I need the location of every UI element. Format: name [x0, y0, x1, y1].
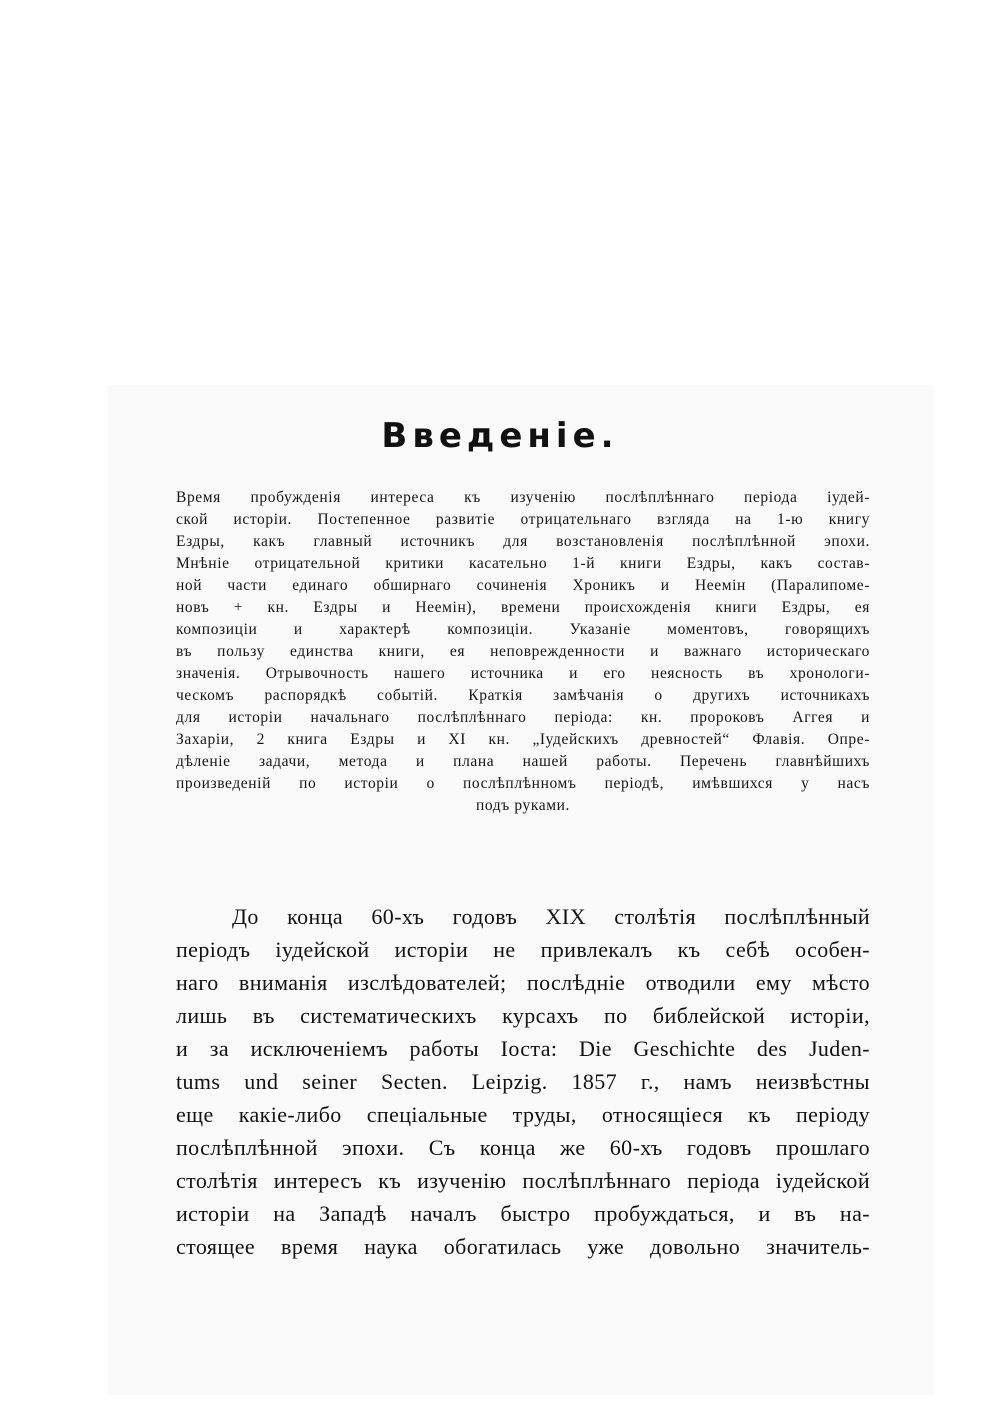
body-paragraph — [176, 900, 870, 1263]
body-line: стоящее время наука обогатилась уже довольно значитель- — [176, 1234, 870, 1259]
summary-line: въ пользу единства книги, ея неповрежденности и важнаго историческаго — [176, 643, 870, 660]
body-line: До конца 60-хъ годовъ XIX столѣтія послѣплѣнный — [232, 904, 870, 929]
chapter-heading: Введеніе. — [381, 416, 619, 456]
body-line: столѣтія интересъ къ изученію послѣплѣннаго періода іудейской — [176, 1168, 870, 1193]
body-line: исторіи на Западѣ началъ быстро пробуждаться, и въ на- — [176, 1201, 870, 1226]
body-line: tums und seiner Secten. Leipzig. 1857 г., намъ неизвѣстны — [176, 1069, 870, 1094]
summary-line: композиціи и характерѣ композиціи. Указаніе моментовъ, говорящихъ — [176, 621, 870, 638]
summary-line: ческомъ распорядкѣ событій. Краткія замѣчанія о другихъ источникахъ — [176, 687, 870, 704]
summary-line: Мнѣніе отрицательной критики касательно 1-й книги Ездры, какъ состав- — [176, 555, 870, 572]
body-line: и за исключеніемъ работы Іоста: Die Geschichte des Juden- — [176, 1036, 870, 1061]
summary-line: новъ + кн. Ездры и Неемін), времени происхожденія книги Ездры, ея — [176, 599, 870, 616]
summary-line: подъ руками. — [475, 797, 571, 814]
summary-line: ной части единаго обширнаго сочиненія Хроникъ и Неемін (Паралипоме- — [176, 577, 870, 594]
summary-line: Время пробужденія интереса къ изученію послѣплѣннаго періода іудей- — [176, 489, 870, 506]
summary-line: ской исторіи. Постепенное развитіе отрицательнаго взгляда на 1-ю книгу — [176, 511, 870, 528]
summary-line: Ездры, какъ главный источникъ для возстановленія послѣплѣнной эпохи. — [176, 533, 870, 550]
summary-line: для исторіи начальнаго послѣплѣннаго періода: кн. пророковъ Аггея и — [176, 709, 870, 726]
body-line: періодъ іудейской исторіи не привлекалъ къ себѣ особен- — [176, 937, 870, 962]
summary-line: произведеній по исторіи о послѣплѣнномъ періодѣ, имѣвшихся у насъ — [176, 775, 870, 792]
body-line: лишь въ систематическихъ курсахъ по библейской исторіи, — [176, 1003, 870, 1028]
summary-line: дѣленіе задачи, метода и плана нашей работы. Перечень главнѣйшихъ — [176, 753, 870, 770]
body-line: еще какіе-либо спеціальные труды, относящіеся къ періоду — [176, 1102, 870, 1127]
chapter-summary — [176, 487, 870, 817]
summary-line: Захаріи, 2 книга Ездры и XI кн. „Іудейскихъ древностей“ Флавія. Опре- — [176, 731, 870, 748]
body-line: послѣплѣнной эпохи. Съ конца же 60-хъ годовъ прошлаго — [176, 1135, 870, 1160]
body-line: наго вниманія изслѣдователей; послѣдніе отводили ему мѣсто — [176, 970, 870, 995]
summary-line: значенія. Отрывочность нашего источника и его неясность въ хронологи- — [176, 665, 870, 682]
